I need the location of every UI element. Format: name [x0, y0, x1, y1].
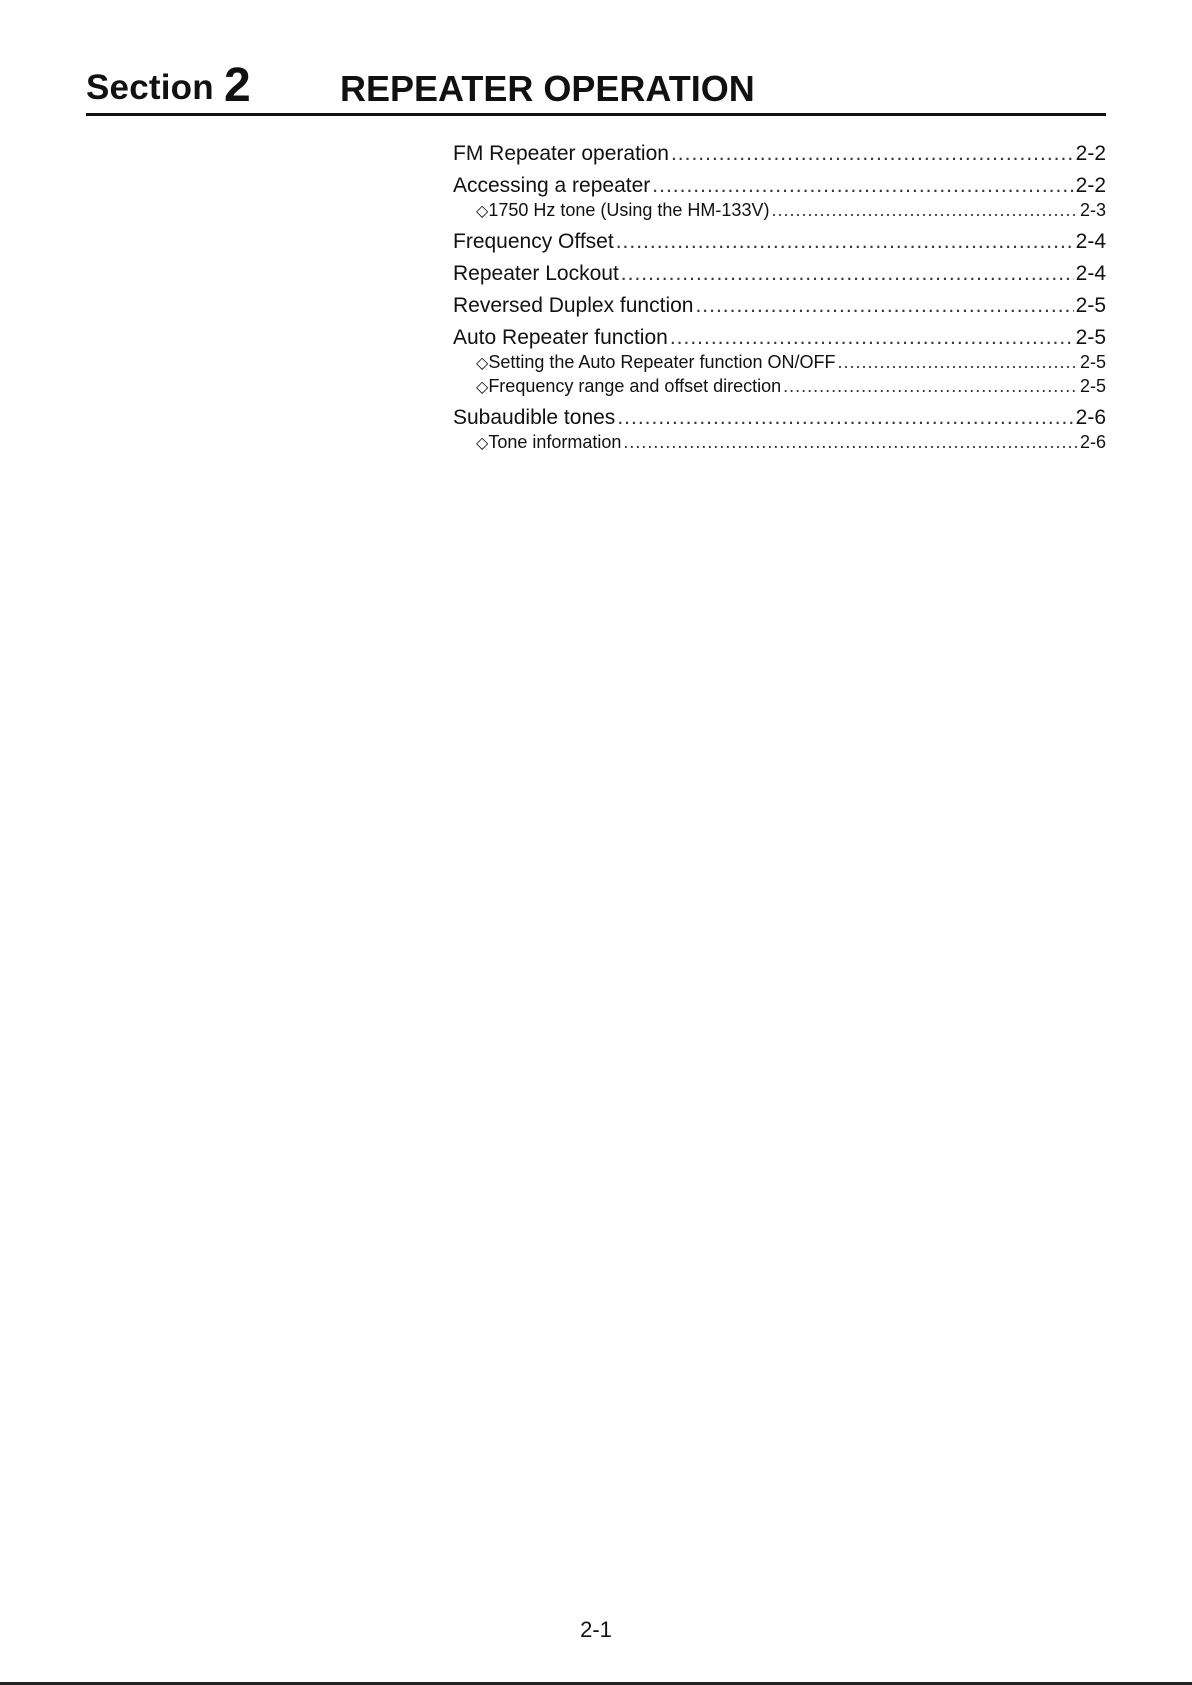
toc-subentry-page: 2-5: [1079, 376, 1106, 396]
toc-subentry-page: 2-3: [1079, 200, 1106, 220]
toc-entry-label: FM Repeater operation: [453, 142, 669, 165]
toc-subentry-label: Frequency range and offset direction: [488, 376, 782, 396]
section-header: [86, 58, 1106, 116]
toc-entry-page: 2-6: [1075, 406, 1106, 429]
section-label: Section: [86, 68, 214, 107]
diamond-bullet-icon: ◇: [476, 435, 489, 452]
toc-subentry-label: 1750 Hz tone (Using the HM-133V): [488, 200, 770, 220]
toc-entry-label: Reversed Duplex function: [453, 294, 694, 317]
page-number: 2-1: [580, 1617, 612, 1642]
toc-entry-label: Frequency Offset: [453, 230, 614, 253]
toc-leader-dots: [838, 350, 1078, 375]
toc-leader-dots: [671, 138, 1074, 170]
toc-entry[interactable]: [453, 226, 1106, 258]
toc-subentry-label: Setting the Auto Repeater function ON/OFF: [488, 352, 836, 372]
toc-entry-page: 2-5: [1075, 294, 1106, 317]
toc-entry-page: 2-5: [1075, 326, 1106, 349]
toc-entry[interactable]: [453, 138, 1106, 170]
toc-subentry-page: 2-5: [1079, 352, 1106, 372]
toc-subentry-label: Tone information: [488, 432, 622, 452]
toc-leader-dots: [621, 258, 1074, 290]
toc-entry-label: Accessing a repeater: [453, 174, 651, 197]
toc-entry-label: Repeater Lockout: [453, 262, 619, 285]
toc-entry[interactable]: [453, 258, 1106, 290]
toc-entry-page: 2-2: [1075, 142, 1106, 165]
diamond-bullet-icon: ◇: [476, 203, 489, 220]
toc-subentry[interactable]: [453, 198, 1106, 223]
table-of-contents: [453, 138, 1106, 458]
toc-leader-dots: [616, 226, 1074, 258]
toc-leader-dots: [771, 198, 1078, 223]
section-title: REPEATER OPERATION: [340, 68, 755, 109]
toc-entry-label: Auto Repeater function: [453, 326, 668, 349]
diamond-bullet-icon: ◇: [476, 355, 489, 372]
toc-subentry[interactable]: [453, 374, 1106, 399]
toc-entry-label: Subaudible tones: [453, 406, 616, 429]
toc-entry-page: 2-2: [1075, 174, 1106, 197]
section-number: 2: [224, 59, 251, 112]
toc-subentry-page: 2-6: [1079, 432, 1106, 452]
toc-subentry[interactable]: [453, 430, 1106, 455]
toc-leader-dots: [783, 374, 1078, 399]
toc-leader-dots: [623, 430, 1078, 455]
toc-leader-dots: [695, 290, 1073, 322]
toc-entry[interactable]: [453, 290, 1106, 322]
diamond-bullet-icon: ◇: [476, 379, 489, 396]
toc-entry-page: 2-4: [1075, 230, 1106, 253]
toc-entry-page: 2-4: [1075, 262, 1106, 285]
toc-subentry[interactable]: [453, 350, 1106, 375]
